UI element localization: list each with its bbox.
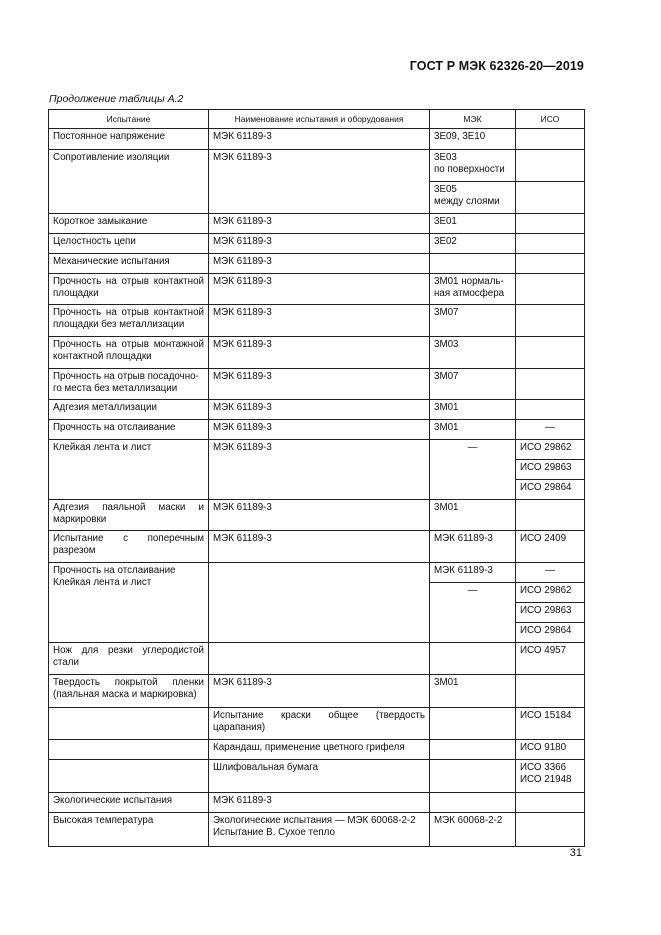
table-row (49, 760, 585, 793)
table-cell: — (430, 583, 516, 643)
table-row (49, 337, 585, 369)
table-cell: ИСО 4957 (516, 643, 585, 675)
table-row (49, 214, 585, 234)
table-cell: — (516, 420, 585, 440)
table-row (49, 500, 585, 531)
table-cell: Адгезия металлизации (49, 400, 209, 420)
table-cell: МЭК 61189-3 (430, 531, 516, 563)
table-cell: МЭК 61189-3 (209, 150, 430, 214)
table-cell: МЭК 61189-3 (209, 420, 430, 440)
table-row (49, 274, 585, 305)
table-cell: Испытание с поперечным разрезом (49, 531, 209, 563)
table-cell: МЭК 60068-2-2 (430, 813, 516, 847)
table-row (49, 369, 585, 400)
table-cell (430, 643, 516, 675)
table-cell: 3Е01 (430, 214, 516, 234)
table-cell: 3М01 (430, 500, 516, 531)
table-cell: ИСО 15184 (516, 708, 585, 740)
table-cell (430, 708, 516, 740)
table-cell: Прочность на отслаивание (49, 420, 209, 440)
table-row (49, 129, 585, 150)
table-cell: Постоянное напряжение (49, 129, 209, 150)
table-cell: Экологические испытания (49, 793, 209, 813)
table-cell: МЭК 61189-3 (209, 305, 430, 337)
table-cell (430, 793, 516, 813)
table-cell: — (516, 563, 585, 583)
table-cell: 3Е09, 3Е10 (430, 129, 516, 150)
table-cell: МЭК 61189-3 (209, 234, 430, 254)
table-cell: ИСО 3366 ИСО 21948 (516, 760, 585, 793)
table-cell: 3М07 (430, 369, 516, 400)
table-cell (209, 563, 430, 643)
table-cell (516, 214, 585, 234)
table-cell: Механические испытания (49, 254, 209, 274)
table-cell: 3М01 (430, 420, 516, 440)
table-cell: ИСО 29862 (516, 583, 585, 603)
table-cell: МЭК 61189-3 (209, 531, 430, 563)
table-cell: Высокая температура (49, 813, 209, 847)
table-cell (516, 337, 585, 369)
table-cell: МЭК 61189-3 (430, 563, 516, 583)
document-header: ГОСТ Р МЭК 62326-20—2019 (409, 59, 584, 73)
table-cell (49, 760, 209, 793)
table-cell: 3М01 (430, 675, 516, 708)
table-cell (209, 643, 430, 675)
table-cell: Экологические испытания — МЭК 60068-2-2 Испытание В. Сухое тепло (209, 813, 430, 847)
table-cell: Целостность цепи (49, 234, 209, 254)
table-cell: Адгезия паяльной маски и маркировки (49, 500, 209, 531)
table-cell: МЭК 61189-3 (209, 274, 430, 305)
table-row (49, 305, 585, 337)
table-cell: МЭК 61189-3 (209, 337, 430, 369)
table-cell: Твердость покрытой пленки (паяльная маска и маркировка) (49, 675, 209, 708)
table-cell (430, 254, 516, 274)
table-cell (516, 150, 585, 182)
table-cell: Клейкая лента и лист (49, 440, 209, 500)
table-row (49, 254, 585, 274)
table-cell (516, 305, 585, 337)
table-row (49, 150, 585, 182)
table-row (49, 234, 585, 254)
table-row (49, 675, 585, 708)
table-cell (430, 760, 516, 793)
requirements-table (48, 109, 585, 847)
table-cell: МЭК 61189-3 (209, 440, 430, 500)
table-cell: 3Е05 между слоями (430, 182, 516, 214)
table-caption: Продолжение таблицы А.2 (49, 93, 184, 105)
table-cell: Прочность на отрыв монтажной контактной площадки (49, 337, 209, 369)
table-row (49, 740, 585, 760)
table-cell: Прочность на отслаивание Клейкая лента и лист (49, 563, 209, 643)
table-cell (516, 274, 585, 305)
column-header: ИСО (516, 110, 585, 129)
table-cell: Прочность на отрыв контактной площадки без металлизации (49, 305, 209, 337)
table-row (49, 440, 585, 460)
table-cell: ИСО 29864 (516, 480, 585, 500)
table-cell (516, 129, 585, 150)
table-row (49, 793, 585, 813)
table-cell: — (430, 440, 516, 500)
table-cell: ИСО 29864 (516, 623, 585, 643)
table-cell (516, 400, 585, 420)
table-cell: Прочность на отрыв контактной площадки (49, 274, 209, 305)
table-cell: МЭК 61189-3 (209, 500, 430, 531)
table-cell: Карандаш, применение цветного грифеля (209, 740, 430, 760)
table-cell (516, 793, 585, 813)
table-row (49, 420, 585, 440)
table-cell: 3М01 нормаль- ная атмосфера (430, 274, 516, 305)
table-cell (516, 813, 585, 847)
table-cell (516, 500, 585, 531)
table-cell (516, 675, 585, 708)
table-cell: Испытание краски общее (твердость царапания) (209, 708, 430, 740)
table-cell: МЭК 61189-3 (209, 369, 430, 400)
table-cell: МЭК 61189-3 (209, 254, 430, 274)
table-cell: 3М03 (430, 337, 516, 369)
table-cell: ИСО 29863 (516, 603, 585, 623)
table-cell: 3М01 (430, 400, 516, 420)
table-row (49, 531, 585, 563)
table-cell: Прочность на отрыв посадочно- го места без металлизации (49, 369, 209, 400)
table-cell (430, 740, 516, 760)
table-cell: 3Е03 по поверхности (430, 150, 516, 182)
table-cell: Сопротивление изоляции (49, 150, 209, 214)
column-header: Испытание (49, 110, 209, 129)
table-cell: Короткое замыкание (49, 214, 209, 234)
table-cell: Шлифовальная бумага (209, 760, 430, 793)
table-row (49, 400, 585, 420)
table-cell: ИСО 9180 (516, 740, 585, 760)
table-cell (516, 254, 585, 274)
table-cell: МЭК 61189-3 (209, 400, 430, 420)
table-cell: МЭК 61189-3 (209, 129, 430, 150)
table-cell: 3М07 (430, 305, 516, 337)
table-cell: ИСО 29863 (516, 460, 585, 480)
table-row (49, 708, 585, 740)
table-cell: Нож для резки углеродистой стали (49, 643, 209, 675)
table-cell: 3Е02 (430, 234, 516, 254)
table-row (49, 813, 585, 847)
table-cell (516, 369, 585, 400)
table-cell: МЭК 61189-3 (209, 675, 430, 708)
table-cell (516, 234, 585, 254)
column-header: МЭК (430, 110, 516, 129)
table-cell (49, 708, 209, 740)
table-cell: МЭК 61189-3 (209, 793, 430, 813)
column-header: Наименование испытания и оборудования (209, 110, 430, 129)
table-row (49, 643, 585, 675)
table-row (49, 563, 585, 583)
table-cell (516, 182, 585, 214)
table-cell (49, 740, 209, 760)
page-number: 31 (569, 847, 582, 859)
table-header-row (49, 110, 585, 129)
table-cell: ИСО 2409 (516, 531, 585, 563)
table-cell: ИСО 29862 (516, 440, 585, 460)
table-cell: МЭК 61189-3 (209, 214, 430, 234)
